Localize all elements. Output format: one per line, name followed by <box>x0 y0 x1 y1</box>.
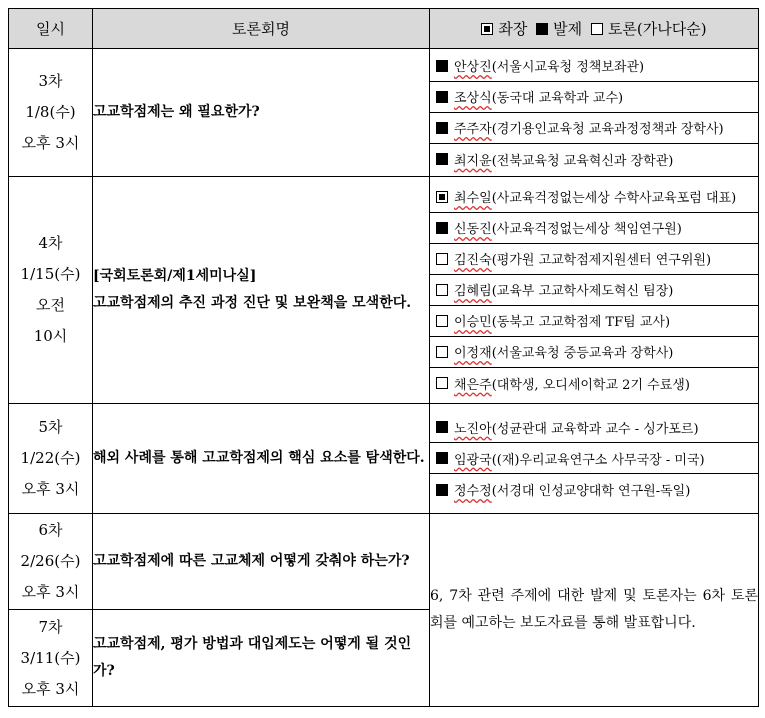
person-name: 정수정 <box>454 484 492 499</box>
person-name: 김진숙 <box>454 253 492 268</box>
person-affiliation: (평가원 고교학점제지원센터 연구위원) <box>491 253 712 268</box>
person-entry <box>430 412 758 443</box>
panelist-box-icon <box>591 23 603 35</box>
schedule-body <box>9 49 759 707</box>
person-name: 채은주 <box>454 377 492 393</box>
header-date: 일시 <box>9 9 93 49</box>
person-entry <box>430 144 758 175</box>
person-affiliation: (사교육걱정없는세상 책임연구원) <box>491 222 682 237</box>
session-topic-line: 해외 사례를 통해 고교학점제의 핵심 요소를 탐색한다. <box>93 450 425 466</box>
panelist-box-icon <box>436 315 448 327</box>
presenter-box-icon <box>436 153 448 165</box>
session-people <box>430 404 759 514</box>
session-date-line: 6차 <box>38 521 63 539</box>
person-affiliation: ((재)우리교육연구소 사무국장 - 미국) <box>491 452 705 468</box>
session-topic <box>93 610 430 707</box>
schedule-table <box>8 8 759 707</box>
session-topic-line: 고교학점제의 추진 과정 진단 및 보완책을 모색한다. <box>93 295 412 311</box>
presenter-box-icon <box>436 222 448 234</box>
person-affiliation: (사교육걱정없는세상 수학사교육포럼 대표) <box>491 191 737 206</box>
person-name: 최지윤 <box>454 153 492 169</box>
legend <box>481 18 706 39</box>
presenter-box-icon <box>436 452 448 464</box>
person-name: 임광국 <box>454 452 492 468</box>
panelist-box-icon <box>436 253 448 265</box>
person-entry <box>430 337 758 368</box>
header-row <box>9 9 759 49</box>
person-name: 이승민 <box>454 315 492 330</box>
session-date-line: 오전 <box>36 296 65 314</box>
person-name: 노진아 <box>454 421 492 437</box>
session-topic <box>93 404 430 514</box>
person-entry <box>430 82 758 113</box>
session-date-line: 1/15(수) <box>20 265 81 283</box>
header-roles <box>430 9 759 49</box>
presenter-box-icon <box>436 91 448 103</box>
panelist-box-icon <box>436 346 448 358</box>
person-entry <box>430 244 758 275</box>
session-date-line: 1/8(수) <box>25 103 76 121</box>
person-affiliation: (전북교육청 교육혁신과 장학관) <box>491 153 674 169</box>
session-date-line: 오후 3시 <box>21 134 80 152</box>
session-date-line: 10시 <box>33 327 68 345</box>
person-affiliation: (서울교육청 중등교육과 장학사) <box>491 346 674 361</box>
panelist-box-icon <box>436 377 448 389</box>
person-entry <box>430 368 758 399</box>
session-date-line: 오후 3시 <box>21 679 80 698</box>
legend-chair-label: 좌장 <box>498 20 528 38</box>
person-affiliation: (동국대 교육학과 교수) <box>491 91 624 106</box>
person-entry <box>430 275 758 306</box>
person-entry <box>430 306 758 337</box>
person-name: 주주자 <box>454 122 492 137</box>
person-entry <box>430 213 758 244</box>
person-affiliation: (교육부 고교학사제도혁신 팀장) <box>491 284 674 299</box>
session-date-line: 오후 3시 <box>21 583 80 601</box>
person-name: 최수일 <box>454 191 492 206</box>
session-topic <box>93 177 430 404</box>
person-entry <box>430 474 758 505</box>
legend-presenter-label: 발제 <box>553 20 583 38</box>
session-date-line: 3/11(수) <box>20 648 81 667</box>
session-topic-line: 고교학점제는 왜 필요한가? <box>93 104 260 120</box>
session-date <box>9 404 93 514</box>
session-date-line: 3차 <box>38 72 63 90</box>
chair-box-icon <box>481 23 493 35</box>
session-topic-line: [국회토론회/제1세미나실] <box>93 268 257 284</box>
legend-panelist-label: 토론(가나다순) <box>607 20 707 38</box>
session-row <box>9 404 759 514</box>
person-affiliation: (서경대 인성교양대학 연구원-독일) <box>491 484 691 499</box>
chair-box-icon <box>436 191 448 203</box>
person-affiliation: (동북고 고교학점제 TF팀 교사) <box>491 315 671 330</box>
person-name: 김혜림 <box>454 284 492 299</box>
person-entry <box>430 182 758 213</box>
person-name: 이정재 <box>454 346 492 361</box>
session-date <box>9 177 93 404</box>
header-topic: 토론회명 <box>93 9 430 49</box>
session-date-line: 1/22(수) <box>20 449 81 467</box>
presenter-box-icon <box>536 23 548 35</box>
presenter-box-icon <box>436 484 448 496</box>
session-topic <box>93 49 430 177</box>
session-topic-line: 고교학점제, 평가 방법과 대입제도는 어떻게 될 것인가? <box>93 636 412 679</box>
person-affiliation: (서울시교육청 정책보좌관) <box>491 60 645 75</box>
person-affiliation: (성균관대 교육학과 교수 - 싱가포르) <box>491 421 699 437</box>
person-name: 조상식 <box>454 91 492 106</box>
session-date-line: 2/26(수) <box>20 552 81 570</box>
person-entry <box>430 443 758 474</box>
session-date-line: 7차 <box>38 617 63 636</box>
presenter-box-icon <box>436 60 448 72</box>
person-name: 안상진 <box>454 60 492 75</box>
session-topic-line: 고교학점제에 따른 고교체제 어떻게 갖춰야 하는가? <box>93 553 410 569</box>
session-date <box>9 514 93 610</box>
presenter-box-icon <box>436 421 448 433</box>
presenter-box-icon <box>436 122 448 134</box>
session-date <box>9 49 93 177</box>
session-row <box>9 514 759 610</box>
announcement-note: 6, 7차 관련 주제에 대한 발제 및 토론자는 6차 토론회를 예고하는 보도자료를 통해 발표합니다. <box>430 514 759 707</box>
person-entry <box>430 113 758 144</box>
person-affiliation: (경기용인교육청 교육과정정책과 장학사) <box>491 122 724 137</box>
person-affiliation: (대학생, 오디세이학교 2기 수료생) <box>491 377 690 393</box>
session-date <box>9 610 93 707</box>
session-people <box>430 177 759 404</box>
session-topic <box>93 514 430 610</box>
session-date-line: 오후 3시 <box>21 480 80 498</box>
session-row <box>9 177 759 404</box>
panelist-box-icon <box>436 284 448 296</box>
person-name: 신동진 <box>454 222 492 237</box>
person-entry <box>430 51 758 82</box>
session-row <box>9 49 759 177</box>
session-date-line: 4차 <box>38 234 63 252</box>
session-date-line: 5차 <box>38 418 63 436</box>
session-people <box>430 49 759 177</box>
